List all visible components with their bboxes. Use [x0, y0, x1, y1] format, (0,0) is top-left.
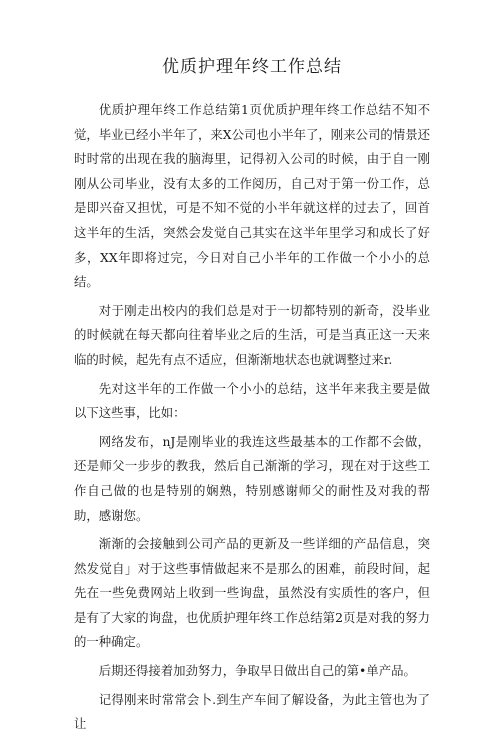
paragraph-4: 网络发布，nJ是刚毕业的我连这些最基本的工作都不会做，还是师父一步步的教我，然后自己渐渐的学习，现在对于这些工作自己做的也是特别的娴熟，特别感谢师父的耐性及对我的帮助，感谢您。	[74, 433, 430, 523]
paragraph-3: 先对这半年的工作做一个小小的总结，这半年来我主要是做以下这些事，比如：	[74, 380, 430, 421]
paragraph-5: 渐渐的会接触到公司产品的更新及一些详细的产品信息，突然发觉自」对于这些事情做起来不是那么的困难，前段时间，起先在一些免费网站上收到一些询盘，虽然没有实质性的客户，但是有了大家的询盘，也优质护理年终工作总结第2页是对我的努力的一种确定。	[74, 536, 430, 650]
paragraph-7: 记得刚来时常常会卜.到生产车间了解设备，为此主管也为了让	[74, 691, 430, 732]
paragraph-2: 对于刚走出校内的我们总是对于一切都特别的新奇，没毕业的时候就在每天都向往着毕业之后的生活，可是当真正这一天来临的时候，起先有点不适应，但渐渐地状态也就调整过来r.	[74, 302, 430, 367]
document-title: 优质护理年终工作总结	[162, 57, 342, 77]
paragraph-1: 优质护理年终工作总结第1页优质护理年终工作总结不知不觉，毕业已经小半年了，来X公司也小半年了，刚来公司的情景还时时常的出现在我的脑海里，记得初入公司的时候，由于自一刚刚从公司毕业，没有太多的工作阅历，自己对于第一份工作，总是即兴奋又担忧，可是不知不觉的小半年就这样的过去了，回首这半年的生活，突然会发觉自己其实在这半年里学习和成长了好多，XX年即将过完，今日对自己小半年的工作做一个小小的总结。	[74, 102, 430, 290]
paragraph-6: 后期还得接着加劲努力，争取早日做出自己的第•单产品。	[98, 663, 416, 679]
